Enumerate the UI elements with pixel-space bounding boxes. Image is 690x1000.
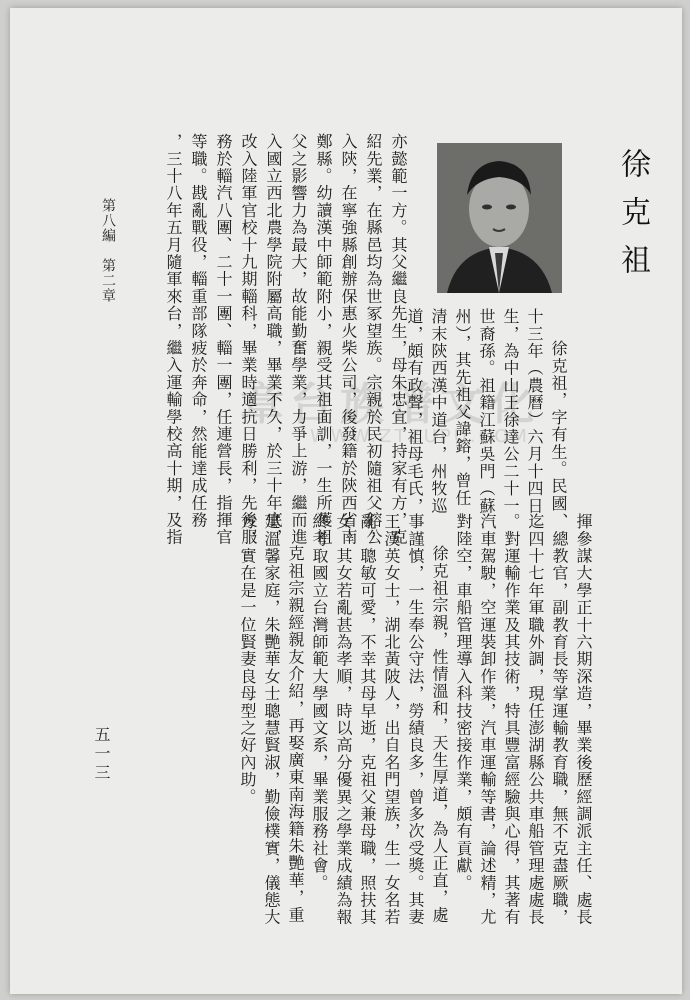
text-column: 克祖宗親經親友介紹，再娶廣東南海籍朱艷華，重 — [286, 545, 305, 924]
page-title: 徐克祖 — [615, 148, 650, 292]
text-column: 道，頗有政聲，祖母毛氏， — [405, 308, 424, 515]
text-column: 等職。戡亂戰役，輜重部隊疲於奔命，然能達成任務 — [189, 133, 208, 529]
text-column: 生，為中山王徐達公二十一 — [501, 308, 520, 515]
text-column: 事謹慎，一生奉公守法，勞績良多，曾多次受獎。其妻 — [406, 513, 425, 926]
text-column: 徐克祖宗親，性情溫和，天生厚道，為人正直，處 — [430, 545, 449, 924]
text-column: 。對運輸作業及其技術，特具豐富經驗與心得，其著有 — [502, 513, 521, 926]
watermark-logo: 章台族谱文化 — [240, 379, 540, 430]
text-column: 對陸空，車船管理導入科技密接作業，頗有貢獻。 — [454, 513, 473, 892]
text-column: 入國立西北農學院附屬高職，畢業不久，於三十年底， — [264, 133, 283, 546]
text-column: 、總教官，副教育長等掌運輸教育職，無不克盡厥職， — [550, 513, 569, 926]
text-column: 汽車駕駛，空運裝卸作業，汽車運輸等書，論述精，尤 — [478, 513, 497, 926]
text-column: 鄭縣。幼讀漢中師範附小，親受其祖面訓，一生所獲祖 — [314, 133, 333, 546]
text-column: 清末陝西漢中道台，州牧巡 — [429, 308, 448, 515]
text-column: 亂，聰敏可愛，不幸其母早逝，克祖父兼母職，照扶其 — [358, 513, 377, 926]
text-column: 建溫馨家庭，朱艷華女士聰慧賢淑，勤儉樸實，儀態大 — [262, 513, 281, 926]
text-column: 亦懿範一方。其父繼良先生，母朱忠宜，持家有方，克 — [389, 133, 408, 546]
text-column: 入陝，在寧強縣創辦保惠火柴公司，後發籍於陝西省南 — [339, 133, 358, 546]
text-column: 紹先業，在縣邑均為世冢望族。宗親於民初隨祖父鎔公 — [364, 133, 383, 546]
text-column: 迄四十七年軍職外調，現任澎湖縣公共車船管理處處長 — [526, 513, 545, 926]
text-column: 父之影響力為最大，故能勤奮學業，力爭上游，繼而進 — [289, 133, 308, 546]
chapter-label: 第八編 第二章 — [100, 198, 116, 303]
watermark-url: WWW.ZTZUPU.COM — [310, 426, 530, 447]
text-column: 州），其先祖父諱鎔，曾任 — [453, 308, 472, 507]
text-column: 改入陸軍官校十九期輜科，畢業時適抗日勝利，先後服 — [239, 133, 258, 546]
text-column: 徐克祖，字有生。民國 — [549, 340, 568, 512]
text-column: ，三十八年五月隨軍來台，繼入運輸學校高十期，及指 — [164, 133, 183, 546]
portrait-photo — [437, 143, 562, 293]
text-column: 終考取國立台灣師範大學國文系，畢業服務社會。 — [310, 513, 329, 892]
text-column: 世裔孫。祖籍江蘇吳門（蘇 — [477, 308, 496, 515]
page-number: 五一三 — [92, 726, 111, 783]
book-page — [10, 8, 682, 994]
text-column: 王漢英女士，湖北黃陂人，出自名門望族，生一女名若 — [382, 513, 401, 926]
text-column: 女，其女若亂甚為孝順，時以高分優異之學業成績為報 — [334, 513, 353, 926]
text-column: 十三年（農曆）六月十四日 — [525, 308, 544, 515]
text-column: 揮參謀大學正十六期深造，畢業後歷經調派主任、處長 — [574, 513, 593, 926]
text-column: 方，實在是一位賢妻良母型之好內助。 — [238, 513, 257, 806]
text-column: 務於輜汽八團、二十一團、輜一團，任連營長，指揮官 — [214, 133, 233, 546]
